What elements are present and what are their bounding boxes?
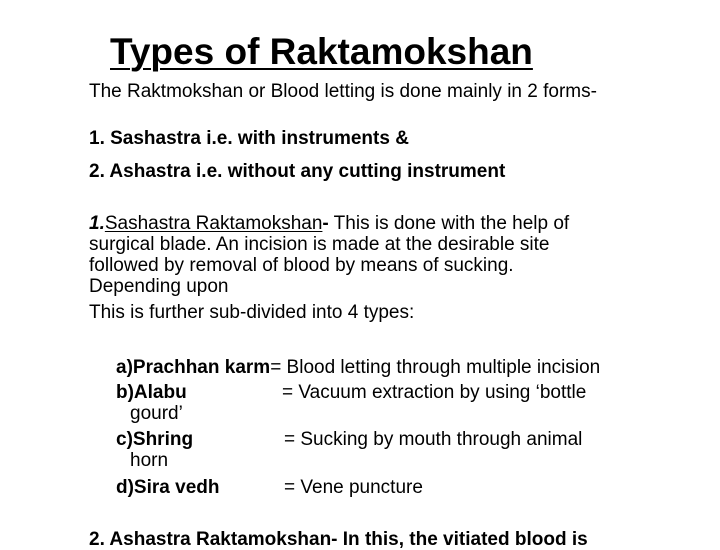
type-desc-d: = Vene puncture bbox=[284, 477, 423, 498]
sashastra-desc-line-5: This is further sub-divided into 4 types: bbox=[89, 302, 415, 323]
sashastra-heading-line bbox=[89, 213, 569, 234]
sashastra-number: 1. bbox=[89, 213, 105, 234]
type-name-c-cont: horn bbox=[130, 450, 169, 471]
type-name-c: c)Shring bbox=[116, 429, 194, 450]
form-item-1: 1. Sashastra i.e. with instruments & bbox=[89, 128, 409, 149]
page-title: Types of Raktamokshan bbox=[110, 31, 533, 72]
sashastra-desc-line-4: Depending upon bbox=[89, 276, 229, 297]
type-name-b: b)Alabu bbox=[116, 382, 187, 403]
type-item-a bbox=[116, 357, 600, 378]
type-name: a)Prachhan karm bbox=[116, 357, 271, 378]
sashastra-desc-line-3: followed by removal of blood by means of sucking. bbox=[89, 255, 514, 276]
ashastra-partial-line: 2. Ashastra Raktamokshan- In this, the vitiated blood is bbox=[89, 529, 588, 550]
type-desc-c: = Sucking by mouth through animal bbox=[284, 429, 583, 450]
intro-text: The Raktmokshan or Blood letting is done mainly in 2 forms- bbox=[89, 81, 597, 102]
sashastra-dash: - bbox=[322, 213, 329, 234]
sashastra-heading: Sashastra Raktamokshan bbox=[104, 213, 323, 234]
type-name-d: d)Sira vedh bbox=[116, 477, 220, 498]
sashastra-desc-line-2: surgical blade. An incision is made at the desirable site bbox=[89, 234, 550, 255]
form-item-2: 2. Ashastra i.e. without any cutting instrument bbox=[89, 161, 506, 182]
sashastra-desc-line-1: This is done with the help of bbox=[328, 213, 570, 234]
type-desc-b-cont: gourd’ bbox=[130, 403, 183, 424]
type-desc-b: = Vacuum extraction by using ‘bottle bbox=[282, 382, 587, 403]
type-desc: = Blood letting through multiple incision bbox=[270, 357, 601, 378]
